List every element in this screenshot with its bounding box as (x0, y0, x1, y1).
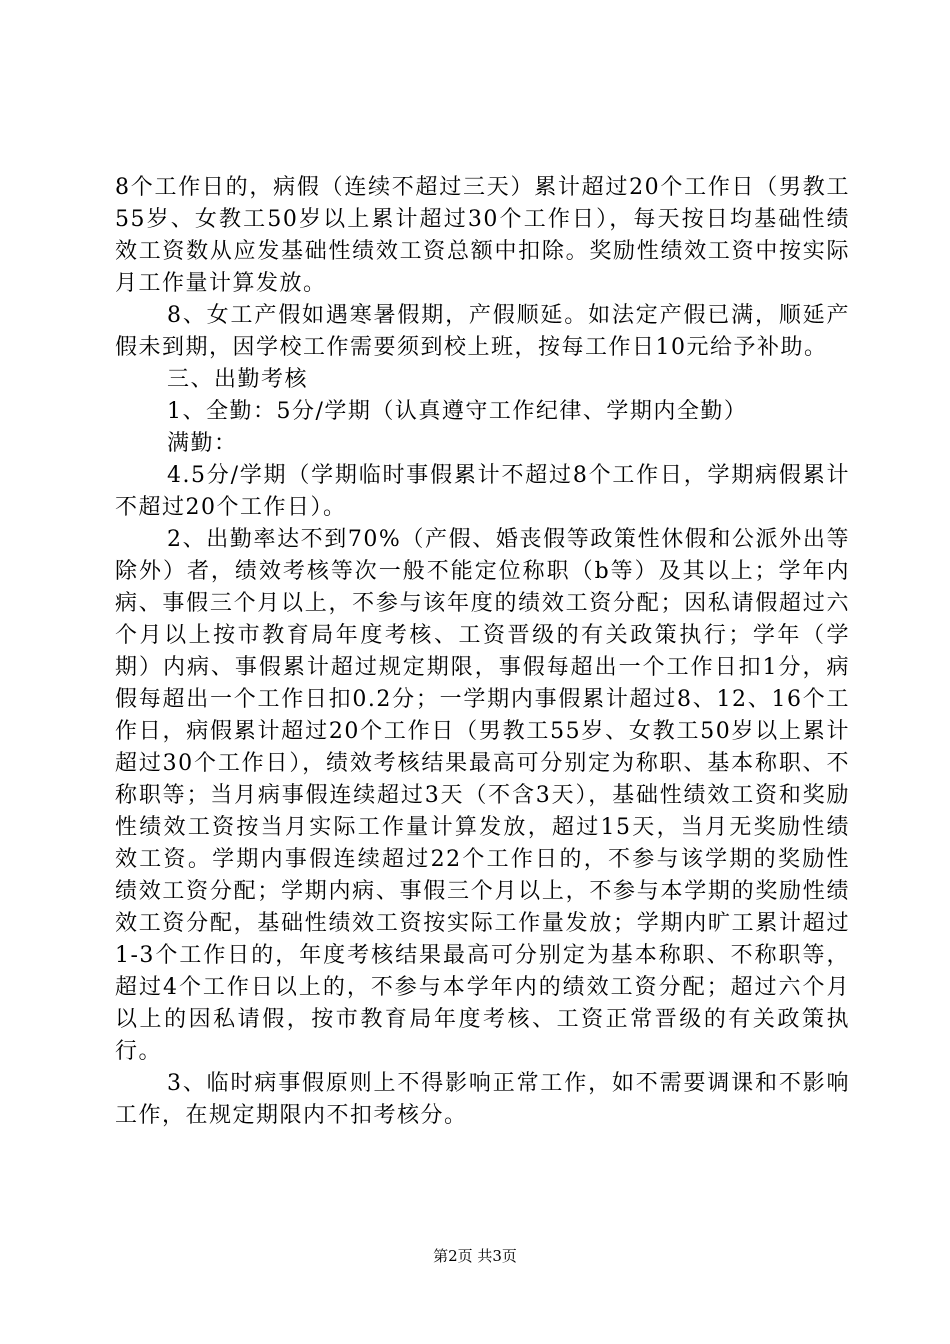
paragraph-near-full-rule: 4.5分/学期（学期临时事假累计不超过8个工作日，学期病假累计不超过20个工作日）。 (115, 463, 850, 520)
paragraph-item-8: 8、女工产假如遇寒暑假期，产假顺延。如法定产假已满，顺延产假未到期，因学校工作需要须到校上班，按每工作日10元给予补助。 (115, 303, 850, 360)
paragraph-full-attendance: 1、全勤：5分/学期（认真遵守工作纪律、学期内全勤） (167, 399, 748, 424)
page-number-footer: 第2页 共3页 (433, 1247, 517, 1265)
paragraph-continuation: 8个工作日的，病假（连续不超过三天）累计超过20个工作日（男教工55岁、女教工50岁以上累计超过30个工作日），每天按日均基础性绩效工资数从应发基础性绩效工资总额中扣除。奖励性绩效工资中按实际月工作量计算发放。 (115, 175, 850, 296)
document-body (115, 172, 850, 1132)
paragraph-near-full-label: 满勤： (167, 431, 238, 456)
paragraph-temporary-leave: 3、临时病事假原则上不得影响正常工作，如不需要调课和不影响工作，在规定期限内不扣考核分。 (115, 1071, 850, 1128)
paragraph-attendance-rate: 2、出勤率达不到70%（产假、婚丧假等政策性休假和公派外出等除外）者，绩效考核等次一般不能定位称职（b等）及其以上；学年内病、事假三个月以上，不参与该年度的绩效工资分配；因私请假超过六个月以上按市教育局年度考核、工资晋级的有关政策执行；学年（学期）内病、事假累计超过规定期限，事假每超出一个工作日扣1分，病假每超出一个工作日扣0.2分；一学期内事假累计超过8、12、16个工作日，病假累计超过20个工作日（男教工55岁、女教工50岁以上累计超过30个工作日），绩效考核结果最高可分别定为称职、基本称职、不称职等；当月病事假连续超过3天（不含3天），基础性绩效工资和奖励性绩效工资按当月实际工作量计算发放，超过15天，当月无奖励性绩效工资。学期内事假连续超过22个工作日的，不参与该学期的奖励性绩效工资分配；学期内病、事假三个月以上，不参与本学期的奖励性绩效工资分配，基础性绩效工资按实际工作量发放；学期内旷工累计超过1-3个工作日的，年度考核结果最高可分别定为基本称职、不称职等，超过4个工作日以上的，不参与本学年内的绩效工资分配；超过六个月以上的因私请假，按市教育局年度考核、工资正常晋级的有关政策执行。 (115, 527, 850, 1064)
section-heading-attendance: 三、出勤考核 (167, 367, 309, 392)
